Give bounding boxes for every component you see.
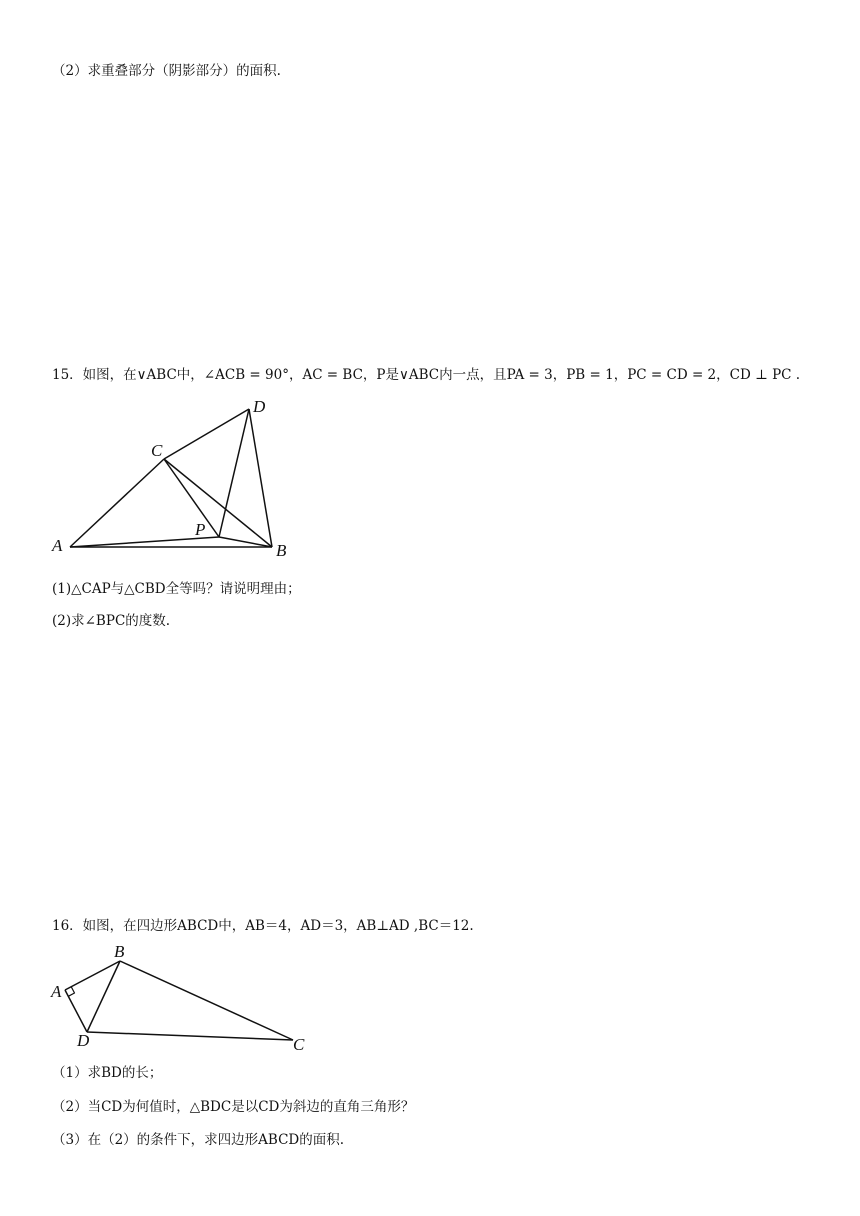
segment-ac xyxy=(70,459,164,547)
q15-figure xyxy=(40,392,310,564)
q16-label-d: D xyxy=(77,1031,90,1050)
segment-db xyxy=(249,409,272,547)
q15-label-p: P xyxy=(195,520,206,539)
segment-ab xyxy=(65,961,120,990)
q16-label-b: B xyxy=(114,942,125,961)
segment-dc xyxy=(87,1032,293,1040)
segment-cd xyxy=(164,409,249,459)
q15-label-c: C xyxy=(151,441,163,460)
q16-part1: （1）求BD的长； xyxy=(52,1065,163,1081)
segment-bc xyxy=(120,961,293,1040)
q15-label-d: D xyxy=(253,397,266,416)
q16-label-a: A xyxy=(51,982,62,1001)
q16-label-c: C xyxy=(293,1035,305,1054)
segment-bd xyxy=(87,961,120,1032)
q15-label-b: B xyxy=(276,541,287,560)
q16-part3: （3）在（2）的条件下，求四边形ABCD的面积. xyxy=(52,1132,345,1148)
segment-pb xyxy=(219,537,272,547)
q15-part2: (2)求∠BPC的度数. xyxy=(52,613,171,629)
prev-question-part2: （2）求重叠部分（阴影部分）的面积. xyxy=(52,63,281,79)
q16-stem: 16．如图，在四边形ABCD中，AB＝4，AD＝3，AB⊥AD ,BC＝12. xyxy=(52,918,474,934)
q16-figure xyxy=(40,940,320,1056)
q15-stem: 15．如图，在∨ABC中，∠ACB = 90°，AC = BC，P是∨ABC内一点，且PA = 3，PB = 1，PC = CD = 2，CD ⊥ PC . xyxy=(52,367,801,383)
segment-pd xyxy=(219,409,249,537)
q15-part1: (1)△CAP与△CBD全等吗？请说明理由； xyxy=(52,581,301,597)
segment-cb xyxy=(164,459,272,547)
q16-part2: （2）当CD为何值时，△BDC是以CD为斜边的直角三角形？ xyxy=(52,1099,415,1115)
q15-label-a: A xyxy=(52,536,63,555)
